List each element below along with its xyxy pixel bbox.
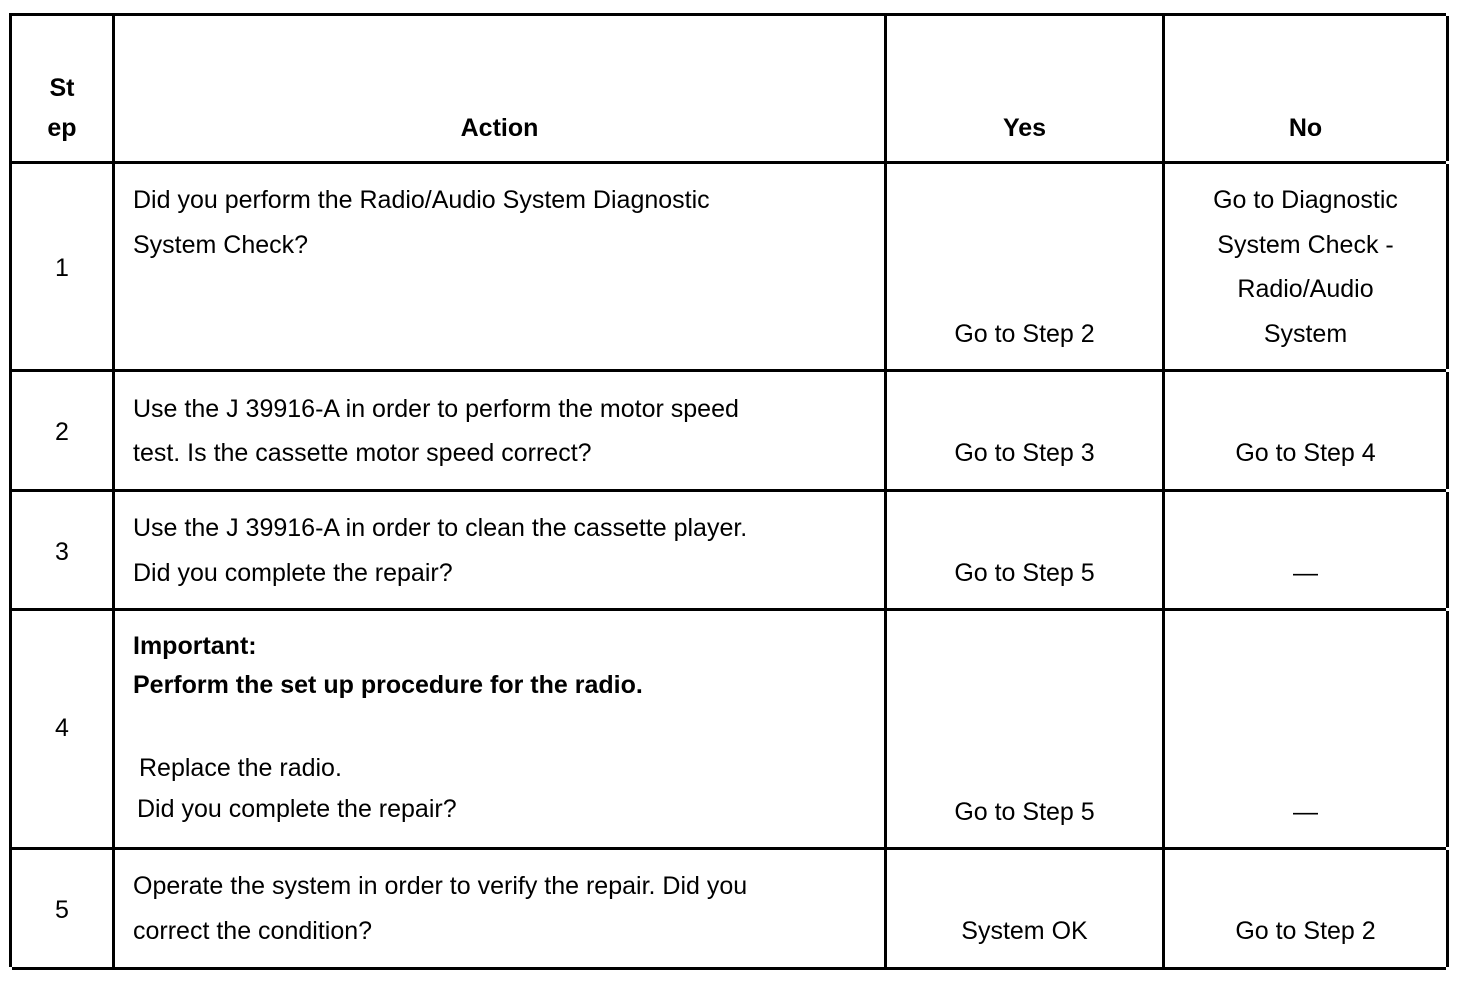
yes-result: System OK	[961, 917, 1088, 945]
important-label: Important:	[133, 632, 257, 660]
important-text: Perform the set up procedure for the radio.	[133, 671, 643, 699]
action-cell	[115, 372, 887, 489]
action-line: Use the J 39916-A in order to clean the cassette player.	[133, 514, 748, 542]
header-action-cell	[115, 16, 887, 161]
action-line: System Check?	[133, 231, 309, 259]
action-cell	[115, 164, 887, 369]
action-line: Did you complete the repair?	[133, 559, 453, 587]
header-yes-cell	[887, 16, 1165, 161]
no-cell	[1165, 611, 1449, 847]
header-yes: Yes	[1002, 114, 1047, 142]
action-cell	[115, 611, 887, 847]
table-row	[12, 164, 1446, 372]
action-line: Did you complete the repair?	[137, 795, 457, 823]
header-action: Action	[460, 114, 539, 142]
header-step-line2: ep	[47, 114, 77, 142]
action-cell	[115, 850, 887, 967]
step-number: 2	[55, 418, 69, 446]
yes-cell	[887, 492, 1165, 608]
action-line: Operate the system in order to verify the repair. Did you	[133, 872, 748, 900]
action-line: Replace the radio.	[139, 754, 342, 782]
yes-result: Go to Step 3	[954, 439, 1095, 467]
no-result: Go to Step 4	[1235, 439, 1376, 467]
no-cell	[1165, 492, 1449, 608]
yes-cell	[887, 611, 1165, 847]
action-line: correct the condition?	[133, 917, 373, 945]
table-row	[12, 492, 1446, 611]
yes-result: Go to Step 2	[954, 320, 1095, 348]
step-number: 1	[55, 254, 69, 282]
step-cell	[12, 492, 115, 608]
header-no: No	[1288, 114, 1323, 142]
no-result-line: System Check -	[1217, 231, 1394, 259]
action-line: Did you perform the Radio/Audio System Diagnostic	[133, 186, 710, 214]
no-result: Go to Step 2	[1235, 917, 1376, 945]
yes-result: Go to Step 5	[954, 798, 1095, 826]
action-line: Use the J 39916-A in order to perform the motor speed	[133, 395, 739, 423]
action-cell	[115, 492, 887, 608]
table-row	[12, 372, 1446, 492]
no-result-line: Go to Diagnostic	[1213, 186, 1398, 214]
no-cell	[1165, 850, 1449, 967]
yes-cell	[887, 850, 1165, 967]
step-cell	[12, 372, 115, 489]
diagnostic-table	[9, 13, 1446, 967]
step-cell	[12, 164, 115, 369]
action-line: test. Is the cassette motor speed correct?	[133, 439, 592, 467]
step-cell	[12, 611, 115, 847]
header-step-cell	[12, 16, 115, 161]
header-row	[12, 16, 1446, 164]
no-result: —	[1293, 798, 1318, 826]
step-number: 5	[55, 896, 69, 924]
table-row	[12, 850, 1446, 970]
header-step-line1: St	[49, 74, 75, 102]
yes-cell	[887, 164, 1165, 369]
no-result-line: Radio/Audio	[1237, 275, 1374, 303]
no-result-line: System	[1263, 320, 1348, 348]
step-number: 4	[55, 714, 69, 742]
yes-result: Go to Step 5	[954, 559, 1095, 587]
step-cell	[12, 850, 115, 967]
no-cell	[1165, 164, 1449, 369]
header-no-cell	[1165, 16, 1449, 161]
no-cell	[1165, 372, 1449, 489]
no-result: —	[1293, 559, 1318, 587]
yes-cell	[887, 372, 1165, 489]
step-number: 3	[55, 538, 69, 566]
table-row	[12, 611, 1446, 850]
